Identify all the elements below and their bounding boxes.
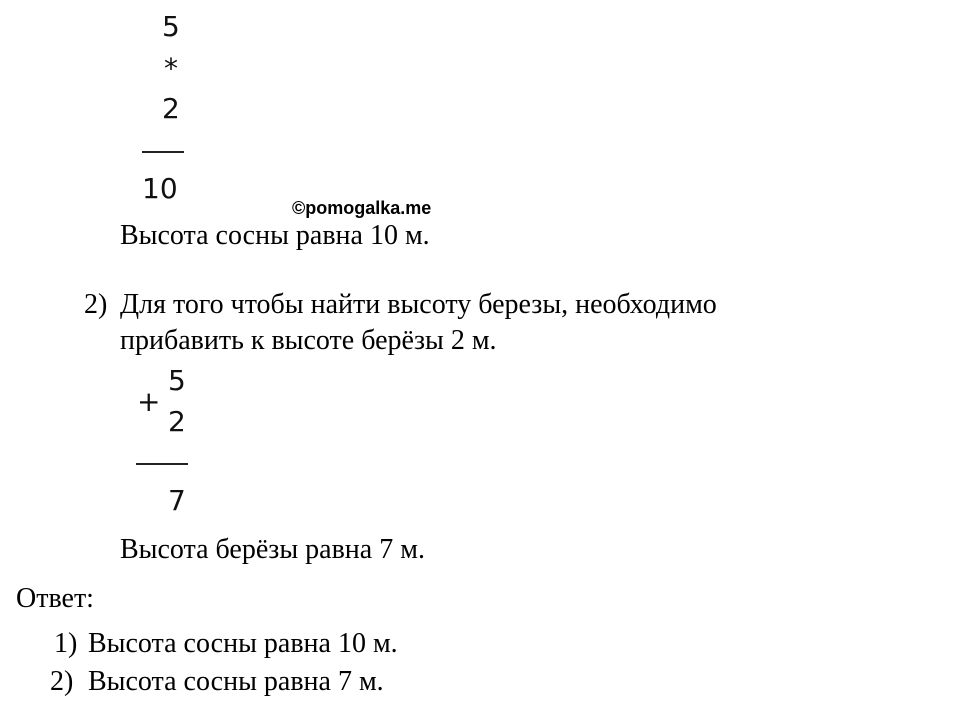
item-2-text-line1: Для того чтобы найти высоту березы, необходимо — [120, 289, 717, 320]
calc1-operand-a: 5 — [162, 10, 180, 43]
answer-item-1-number: 1) — [54, 628, 78, 659]
answer-label: Ответ: — [16, 583, 94, 614]
calc2-operator: + — [137, 385, 161, 418]
item-2-number: 2) — [84, 289, 108, 320]
calc2-underline — [136, 463, 188, 465]
birch-height-statement: Высота берёзы равна 7 м. — [120, 534, 425, 565]
watermark: ©pomogalka.me — [292, 198, 432, 218]
calc1-operand-b: 2 — [162, 92, 180, 125]
calc2-result: 7 — [168, 484, 186, 517]
answer-item-2-text: Высота сосны равна 7 м. — [88, 666, 384, 697]
answer-item-1-text: Высота сосны равна 10 м. — [88, 628, 398, 659]
calc1-operator: * — [164, 52, 178, 85]
item-2-text-line2: прибавить к высоте берёзы 2 м. — [120, 325, 497, 356]
calc1-result: 10 — [142, 172, 178, 205]
calc1-underline — [142, 151, 184, 153]
answer-item-2-number: 2) — [50, 666, 74, 697]
calc2-operand-b: 2 — [168, 405, 186, 438]
calc2-operand-a: 5 — [168, 364, 186, 397]
pine-height-statement: Высота сосны равна 10 м. — [120, 220, 430, 251]
